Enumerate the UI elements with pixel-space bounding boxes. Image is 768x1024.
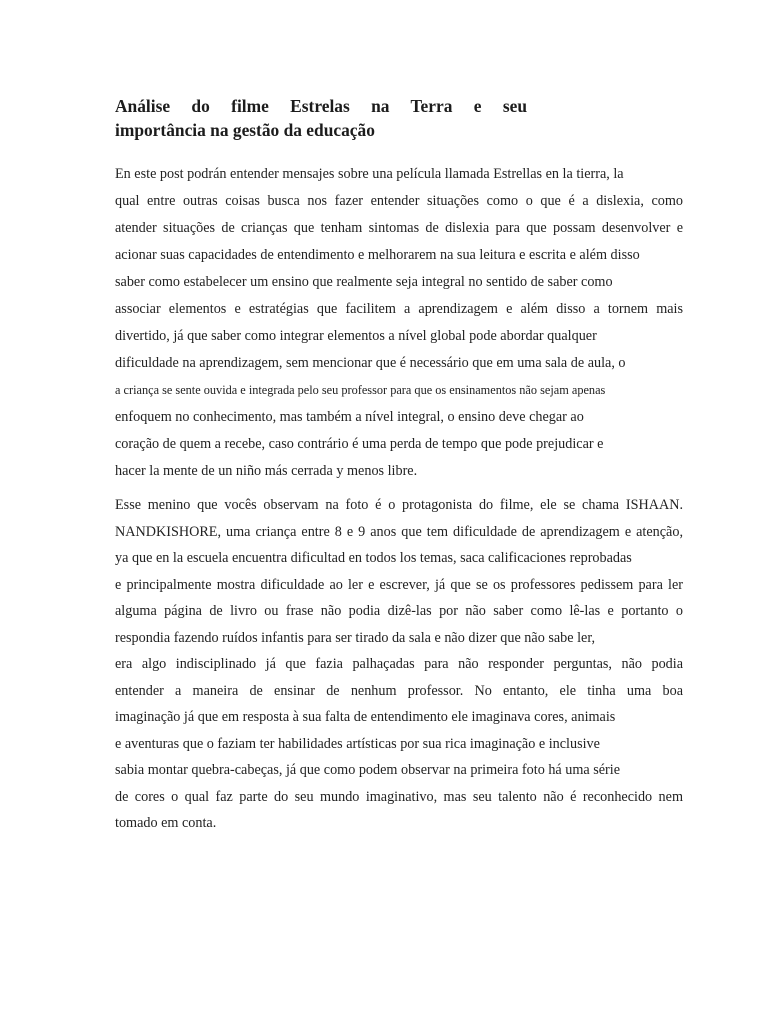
text-line: coração de quem a recebe, caso contrário é uma perda de tempo que pode prejudicar e [115, 436, 604, 452]
text-line: qual entre outras coisas busca nos fazer entender situações como o que é a dislexia, como [115, 193, 683, 209]
text-line: hacer la mente de un niño más cerrada y menos libre. [115, 463, 418, 479]
text-line: saber como estabelecer um ensino que realmente seja integral no sentido de saber como [115, 274, 613, 290]
text-line: de cores o qual faz parte do seu mundo imaginativo, mas seu talento não é reconhecido nem [115, 788, 683, 805]
text-line: atender situações de crianças que tenham sintomas de dislexia para que possam desenvolver e [115, 220, 683, 236]
text-line: era algo indisciplinado já que fazia palhaçadas para não responder perguntas, não podia [115, 656, 683, 672]
text-line: divertido, já que saber como integrar elementos a nível global pode abordar qualquer [115, 328, 597, 344]
text-line: respondia fazendo ruídos infantis para ser tirado da sala e não dizer que não sabe ler, [115, 629, 596, 646]
text-line: acionar suas capacidades de entendimento e melhorarem na sua leitura e escrita e além disso [115, 247, 640, 263]
text-line: En este post podrán entender mensajes sobre una película llamada Estrellas en la tierra, la [115, 166, 624, 182]
text-line: ya que en la escuela encuentra dificultad en todos los temas, saca calificaciones reprobadas [115, 550, 632, 566]
text-line: associar elementos e estratégias que facilitem a aprendizagem e além disso a tornem mais [115, 301, 683, 317]
text-line: imaginação já que em resposta à sua falta de entendimento ele imaginava cores, animais [115, 709, 616, 725]
text-line: e aventuras que o faziam ter habilidades artísticas por sua rica imaginação e inclusive [115, 735, 600, 752]
title-line: importância na gestão da educação [115, 120, 375, 140]
text-line: Esse menino que vocês observam na foto é o protagonista do filme, ele se chama ISHAAN. [115, 497, 683, 513]
text-line: tomado em conta. [115, 815, 217, 831]
text-line: e principalmente mostra dificuldade ao ler e escrever, já que se os professores pedissem para ler [115, 576, 683, 593]
text-line: dificuldade na aprendizagem, sem mencionar que é necessário que em uma sala de aula, o [115, 355, 626, 371]
title-line: Análise do filme Estrelas na Terra e seu [115, 96, 527, 116]
text-line: sabia montar quebra-cabeças, já que como podem observar na primeira foto há uma série [115, 762, 621, 778]
text-line: alguma página de livro ou frase não podia dizê-las por não saber como lê-las e portanto o [115, 603, 683, 619]
text-line: NANDKISHORE, uma criança entre 8 e 9 anos que tem dificuldade de aprendizagem e atenção, [115, 523, 683, 540]
text-line: a criança se sente ouvida e integrada pelo seu professor para que os ensinamentos não sejam apenas [115, 383, 606, 397]
text-line: enfoquem no conhecimento, mas também a nível integral, o ensino deve chegar ao [115, 409, 584, 425]
text-line: entender a maneira de ensinar de nenhum professor. No entanto, ele tinha uma boa [115, 682, 683, 699]
document-title [115, 94, 527, 142]
